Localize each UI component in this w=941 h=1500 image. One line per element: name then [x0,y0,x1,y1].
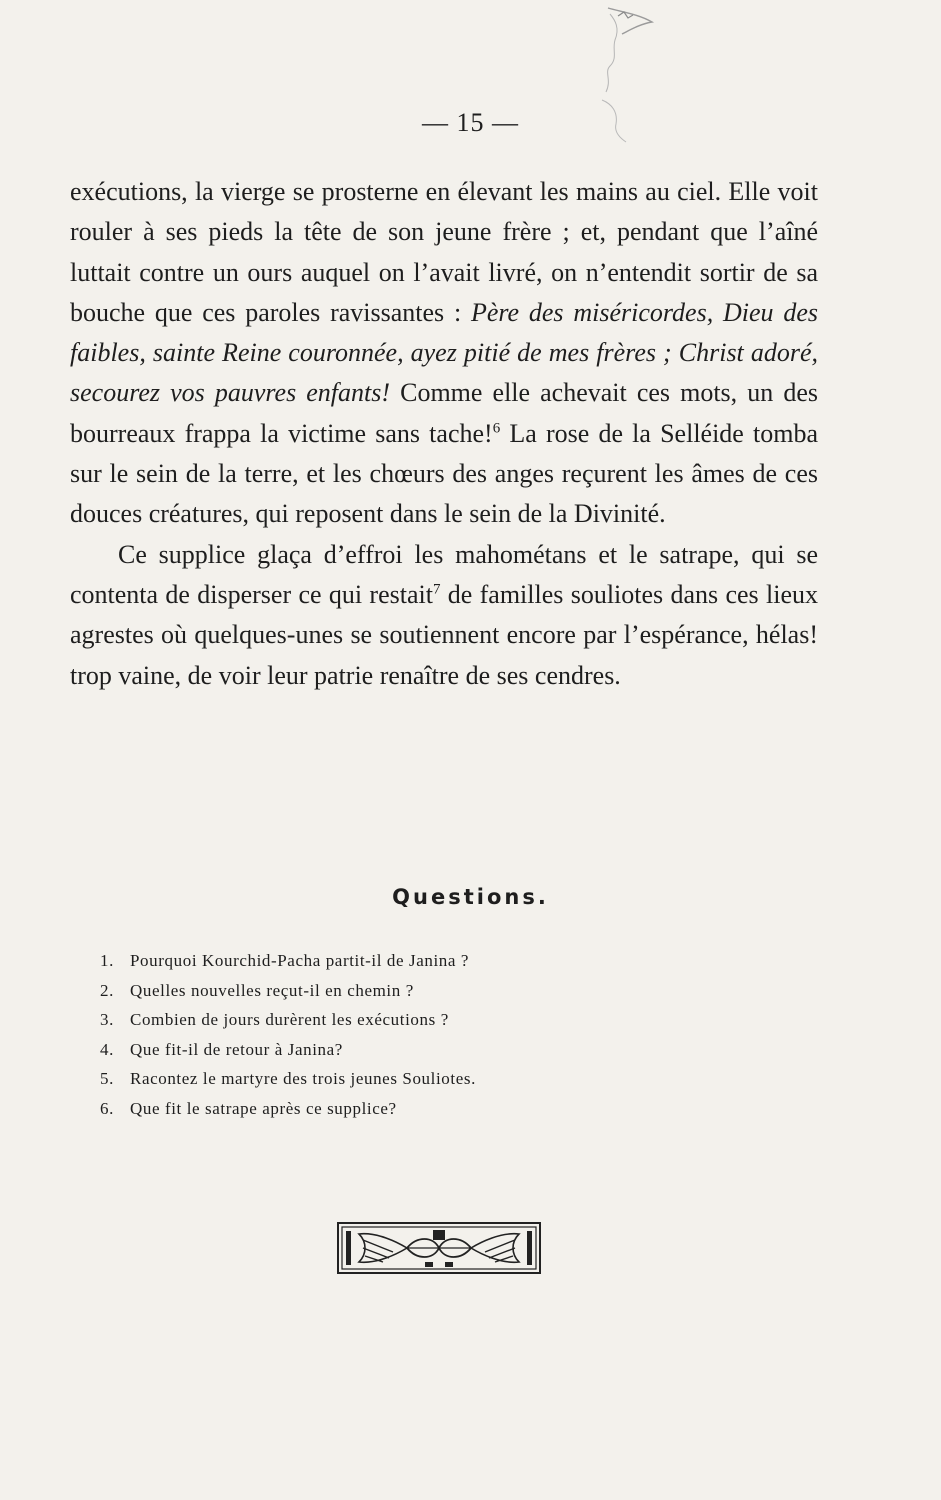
questions-list [100,946,476,1124]
body-text [70,172,818,696]
paragraph-1-text-b: Comme elle achevait ces mots, un des bourreaux frappa la victime sans tache! [70,378,818,448]
paragraph-2-text-b: de familles souliotes dans ces lieux agrestes où quelques-unes se soutiennent encore par l’espérance, hélas! trop vaine, de voir leur patrie renaître de ses cendres. [70,579,818,690]
tailpiece-ornament-icon [337,1222,541,1274]
question-text: Pourquoi Kourchid-Pacha partit-il de Janina ? [130,951,470,970]
page-number: — 15 — [422,108,519,137]
paragraph-2 [70,535,818,696]
footnote-ref-7: 7 [432,581,441,598]
question-item [100,1035,476,1065]
paragraph-2-text-a: Ce supplice glaça d’effroi les mahométans et le satrape, qui se contenta de disperser ce qui restait [70,539,818,609]
paragraph-1 [70,172,818,535]
question-item [100,976,476,1006]
footnote-ref-6: 6 [492,420,501,437]
question-text: Que fit le satrape après ce supplice? [130,1098,397,1118]
question-text: Que fit-il de retour à Janina? [130,1039,343,1059]
question-item [100,1005,476,1035]
question-text: Quelles nouvelles reçut-il en chemin ? [130,980,414,1000]
question-number: 4. [100,1039,114,1059]
question-item [100,1064,476,1094]
question-number: 1. [100,951,114,970]
paragraph-1-text-c: La rose de la Selléide tomba sur le sein de la terre, et les chœurs des anges reçurent les âmes de ces douces créatures, qui reposent dans le sein de la Divinité. [70,418,819,529]
question-number: 6. [100,1098,114,1118]
question-text: Racontez le martyre des trois jeunes Souliotes. [130,1069,476,1089]
question-number: 3. [100,1010,114,1030]
question-item [100,1094,476,1124]
question-item [100,946,476,976]
question-number: 2. [100,980,114,1000]
questions-heading: Questions. [392,885,549,909]
prayer-quote: Père des miséricordes, Dieu des faibles, sainte Reine couronnée, ayez pitié de mes frères ; Christ adoré, secourez vos pauvres enfants! [70,297,818,408]
question-number: 5. [100,1069,114,1089]
question-text: Combien de jours durèrent les exécutions ? [130,1010,449,1030]
paragraph-1-text-a: exécutions, la vierge se prosterne en élevant les mains au ciel. Elle voit rouler à ses pieds la tête de son jeune frère ; et, pendant que l’aîné luttait contre un ours auquel on l’avait livré, on n’entendit sortir de sa bouche que ces paroles ravissantes : [70,177,818,327]
